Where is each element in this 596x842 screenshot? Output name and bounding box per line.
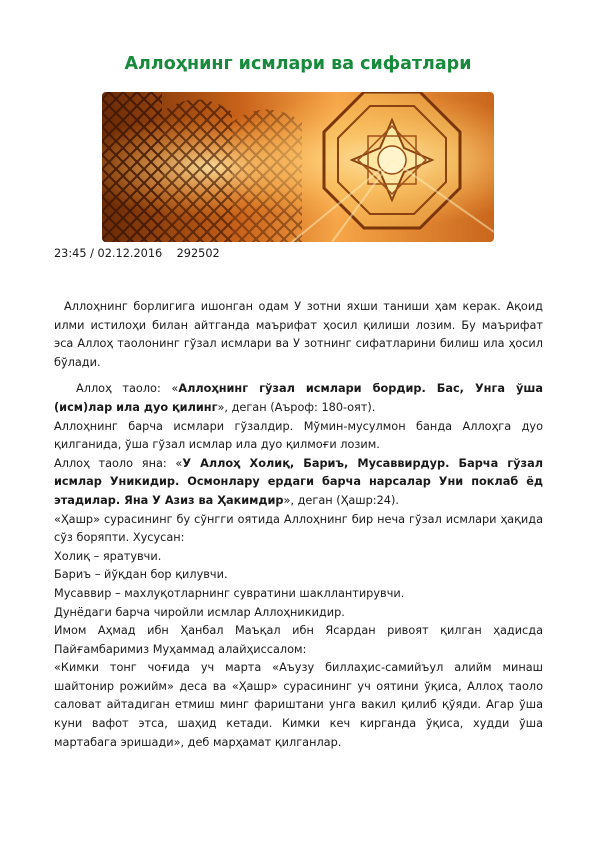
- paragraph: Дунёдаги барча чиройли исмлар Аллоҳникидир.: [54, 605, 345, 619]
- paragraph: Аллоҳнинг барча исмлари гўзалдир. Мўмин-мусулмон банда Аллоҳга дуо қилганида, ўша гўзал исмлар ила дуо қилмоғи лозим.: [54, 419, 543, 452]
- page-title: Аллоҳнинг исмлари ва сифатлари: [124, 54, 472, 74]
- name-definition-bari: Бариъ – йўқдан бор қилувчи.: [54, 568, 228, 582]
- paragraph: «Ҳашр» сурасининг бу сўнгги оятида Аллоҳнинг бир неча гўзал исмлари ҳақида сўз боряпти. Хусусан:: [54, 512, 543, 545]
- ayah-quote-araf: Аллоҳнинг гўзал исмлари бордир. Бас, Унга ўша (исм)лар ила дуо қилинг: [54, 382, 543, 414]
- hero-image: [102, 92, 494, 242]
- hadith-paragraph: «Кимки тонг чоғида уч марта «Аъузу биллаҳис-самийъул алийм минаш шайтонир рожийм» деса ва «Ҳашр» сурасининг уч оятини ўқиса, Аллоҳ таоло саловат айтадиган етмиш минг фариштани унга вакил қилиб қўяди. Агар ўша куни вафот этса, шаҳид кетади. Кимки кеч кирганда ўқиса, худди ўша мартабага эришади», деб марҳамат қилганлар.: [54, 661, 543, 749]
- name-definition-musavvir: Мусаввир – махлуқотларнинг сувратини шакллантирувчи.: [54, 586, 405, 600]
- article-body: [54, 298, 543, 752]
- view-count: 292502: [176, 247, 220, 260]
- publish-datetime: 23:45 / 02.12.2016: [54, 247, 163, 260]
- ayah-quote-hashr: У Аллоҳ Холиқ, Бариъ, Мусаввирдур. Барча гўзал исмлар Уникидир. Осмонлару ердаги барча нарсалар Уни поклаб ёд этадилар. Яна У Азиз ва Ҳакимдир: [54, 456, 543, 507]
- quote-paragraph-hashr: Аллоҳ таоло яна: «У Аллоҳ Холиқ, Бариъ, Мусаввирдур. Барча гўзал исмлар Уникидир. Осмонлару ердаги барча нарсалар Уни поклаб ёд этадилар. Яна У Азиз ва Ҳакимдир», деган (Ҳашр:24).: [54, 456, 543, 507]
- article-meta: [54, 247, 220, 260]
- intro-paragraph: Аллоҳнинг борлигига ишонган одам У зотни яхши таниши ҳам керак. Ақоид илми истилоҳи билан айтганда маърифат ҳосил қилиши лозим. Бу маърифат эса Аллоҳ таолонинг гўзал исмлари ва У зотнинг сифатларини билиш ила ҳосил бўлади.: [54, 300, 543, 369]
- name-definition-holiq: Холиқ – яратувчи.: [54, 549, 162, 563]
- paragraph: Имом Аҳмад ибн Ҳанбал Маъқал ибн Ясардан ривоят қилган ҳадисда Пайғамбаримиз Муҳаммад алайҳиссалом:: [54, 624, 543, 656]
- quote-paragraph-araf: Аллоҳ таоло: «Аллоҳнинг гўзал исмлари бордир. Бас, Унга ўша (исм)лар ила дуо қилинг», деган (Аъроф: 180-оят).: [54, 382, 543, 414]
- ornament-illustration: [102, 92, 494, 242]
